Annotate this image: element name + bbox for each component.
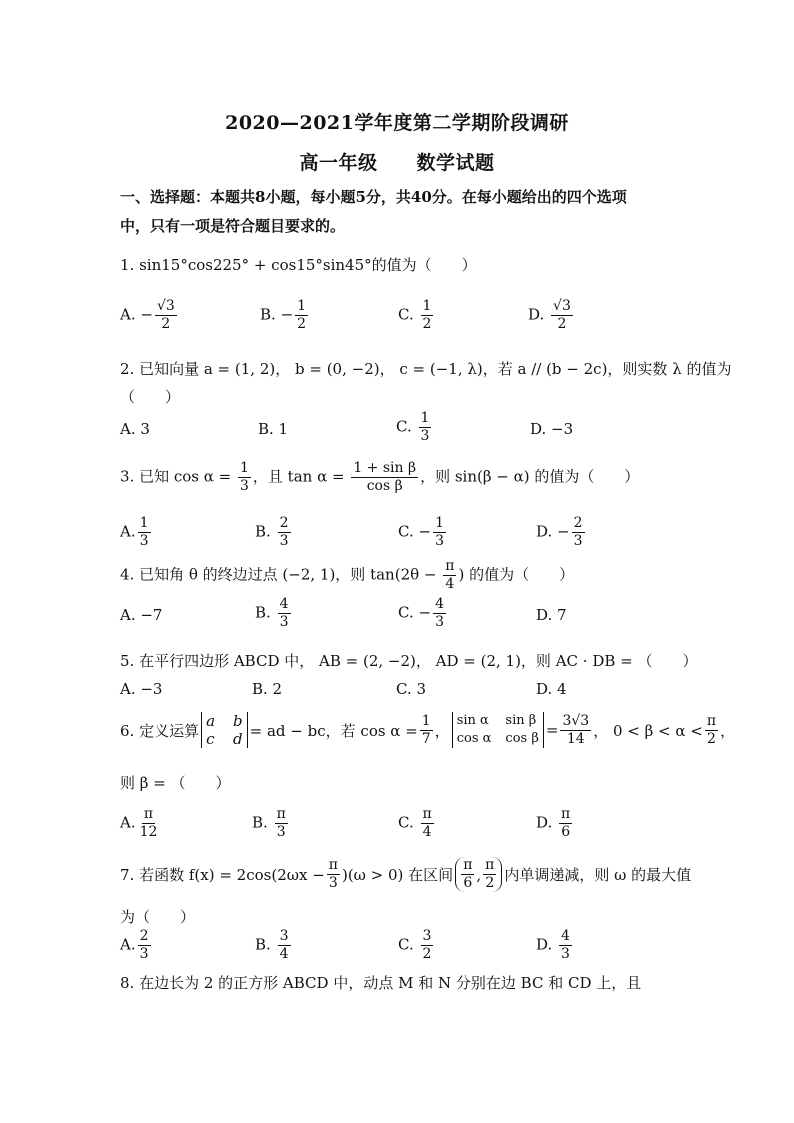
question-6-option-d: D. $\frac{\pi}{6}$ (536, 806, 571, 840)
question-7-option-b: B. $\frac{3}{4}$ (255, 928, 289, 962)
question-4-option-b: B. $\frac{4}{3}$ (255, 596, 289, 630)
question-4-stem: 4. 已知角 θ 的终边过点 (−2, 1)，则 tan(2θ − $\frac{\pi}{4}$ ) 的值为（ ） (120, 558, 575, 592)
question-5-option-c: C. 3 (396, 680, 427, 698)
question-4-option-d: D. 7 (536, 606, 567, 624)
question-5-option-a: A. −3 (120, 680, 163, 698)
question-6-option-a: A. $\frac{\pi}{12}$ (120, 806, 158, 840)
question-3-option-b: B. $\frac{2}{3}$ (255, 515, 289, 549)
question-3-stem: 3. 已知 cos α = $\frac{1}{3}$ ，且 tan α = $\frac{\text{1 + sin β}}{\text{cos β}}$ ，则 sin(β − α) 的值为（ ） (120, 460, 640, 494)
determinant-1: a b c d (201, 712, 248, 748)
question-1-option-c: C. $\frac{1}{2}$ (398, 298, 432, 332)
question-3-option-a: A. $\frac{1}{3}$ (120, 515, 149, 549)
question-6-option-c: C. $\frac{\pi}{4}$ (398, 806, 432, 840)
question-1-option-a: A. − $\frac{√3}{2}$ (120, 298, 175, 332)
question-5-option-b: B. 2 (252, 680, 283, 698)
question-2-stem: 2. 已知向量 a = (1, 2)， b = (0, −2)， c = (−1, λ)，若 a // (b − 2c)，则实数 λ 的值为 (120, 360, 732, 378)
question-7-stem-cont: 为（ ） (120, 908, 196, 926)
question-6-stem-cont: 则 β = （ ） (120, 774, 231, 792)
determinant-2: sin α sin β cos α cos β (452, 712, 544, 748)
question-7-stem: 7. 若函数 f(x) = 2cos(2ωx − $\frac{\pi}{3}$ )(ω > 0) 在区间 $\frac{\pi}{6}$ , $\frac{\pi}{2}$ 内单调递减，则 ω 的最大值 (120, 857, 692, 891)
question-2-option-d: D. −3 (530, 420, 574, 438)
question-2-stem-cont: （ ） (120, 388, 181, 406)
question-3-option-d: D. − $\frac{2}{3}$ (536, 515, 583, 549)
exam-title: 2020—2021学年度第二学期阶段调研 (225, 112, 569, 134)
question-8-stem: 8. 在边长为 2 的正方形 ABCD 中，动点 M 和 N 分别在边 BC 和 CD 上，且 (120, 974, 642, 992)
question-4-option-a: A. −7 (120, 606, 163, 624)
section-header-line2: 中，只有一项是符合题目要求的。 (120, 217, 346, 235)
question-3-option-c: C. − $\frac{1}{3}$ (398, 515, 444, 549)
question-1-option-b: B. − $\frac{1}{2}$ (260, 298, 307, 332)
interval-bracket: $\frac{\pi}{6}$ , $\frac{\pi}{2}$ (455, 857, 502, 892)
question-1-option-d: D. $\frac{√3}{2}$ (528, 298, 571, 332)
question-1-stem: 1. sin15°cos225° + cos15°sin45°的值为（ ） (120, 256, 477, 274)
question-2-option-b: B. 1 (258, 420, 289, 438)
question-5-option-d: D. 4 (536, 680, 567, 698)
question-6-option-b: B. $\frac{\pi}{3}$ (252, 806, 286, 840)
exam-subtitle: 高一年级 数学试题 (299, 152, 495, 174)
question-2-option-c: C. $\frac{1}{3}$ (396, 410, 430, 444)
question-5-stem: 5. 在平行四边形 ABCD 中， AB = (2, −2)， AD = (2, 1)，则 AC · DB = （ ） (120, 652, 698, 670)
question-4-option-c: C. − $\frac{4}{3}$ (398, 596, 444, 630)
section-header-line1: 一、选择题：本题共8小题，每小题5分，共40分。在每小题给出的四个选项 (120, 188, 627, 206)
question-7-option-a: A. $\frac{2}{3}$ (120, 928, 149, 962)
question-2-option-a: A. 3 (120, 420, 150, 438)
question-7-option-c: C. $\frac{3}{2}$ (398, 928, 432, 962)
question-6-stem: 6. 定义运算 a b c d = ad − bc，若 cos α = $\frac{1}{7}$ ， sin α sin β cos α cos β = $\frac{3√3}{14}$ ， 0 < β < α < $\frac{\pi}{2}$ ， (120, 712, 736, 748)
question-7-option-d: D. $\frac{4}{3}$ (536, 928, 570, 962)
